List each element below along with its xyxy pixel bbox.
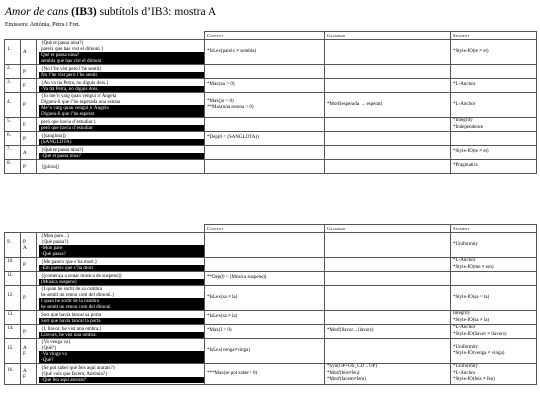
subtitle-cell [37,146,205,160]
subtitle-line: -Què? [39,357,204,363]
row-number-text: 5. [7,118,11,124]
original-line: {[sanglota]} [39,133,204,139]
grammar-cell [325,40,451,65]
subtitle-cell [37,272,205,286]
context-cell [205,258,325,272]
subtitle-line: però que havia d’estudiar [39,125,204,131]
row-number-text: 15. [7,344,14,351]
title-bold: (IB3) [71,6,97,18]
row-number-text: 8. [7,160,11,166]
segment-cell [451,364,537,385]
table-row [5,118,537,132]
segment-cell [451,40,537,65]
table-row [5,339,537,364]
subtitle-line: -Què passa? [39,251,204,257]
original-line: {[plora]} [39,164,204,170]
segment-cell [451,339,537,364]
context-cell: *Max(I > 0) [205,325,325,339]
speaker-code: P [21,325,37,339]
speaker-code: A F [21,364,37,385]
header-segment: Segment [451,225,537,233]
speaker-code: A [21,40,37,65]
speaker-code [21,311,37,325]
table-row [5,79,537,93]
row-number [5,325,21,339]
header-context: Context [205,32,325,40]
segment-cell [451,286,537,311]
segment-item: *Style-IO(llavor ≠ llavors) [453,331,507,337]
edit-marker-icon: ☞ [7,105,12,111]
subtitle-line: -Mon pare [39,245,204,251]
subtitle-line: Digueu-li que l’he esperat [39,111,204,117]
table-header-row [5,32,537,40]
edit-marker-icon: ☞ [7,245,12,251]
subtitle-cell [37,233,205,258]
row-number-text: 14. [7,325,14,331]
speaker-code [21,272,37,286]
original-line: {Au va tía Petra, no diguis dois.} [39,80,204,86]
original-line: {Què?} [39,345,204,351]
edit-marker-icon: ☞ [7,72,12,77]
header-segment: Segment [451,32,537,40]
context-cell: *IsLex(pareix ≠ sembla) [205,40,325,65]
context-cell: *IsLex(venga≠vinga) [205,339,325,364]
original-line: {[comença a sonar música de suspens]} [39,273,204,279]
speaker-code: F [21,118,37,132]
edit-marker-icon: ☞ [7,52,12,58]
speaker-code: F [21,79,37,93]
table-row [5,272,537,286]
subtitle-cell [37,118,205,132]
original-line: {I quan he sortit de sa cambra [39,286,204,292]
subtitle-cell [37,325,205,339]
row-number-text: 6. [7,132,11,138]
subtitle-line: Què et passa nina? [39,52,204,58]
segment-item: *L-Anchor [453,258,476,263]
edit-marker-icon: ☞ [7,265,12,270]
table-row [5,93,537,118]
subtitle-cell [37,93,205,118]
context-cell: *IsLex(sa ≠ la) [205,286,325,311]
speaker-code: P [21,93,37,118]
edit-marker-icon: ☞ [7,153,12,158]
subtitle-line: Me’n vaig quan vengui n’Àngela [39,105,204,111]
segment-item: *L-Anchor [453,82,476,88]
grammar-cell [325,79,451,93]
row-number-text: 1. [7,45,11,52]
edit-marker-icon: ☞ [7,279,12,284]
subtitle-cell [37,79,205,93]
grammar-cell [325,132,451,146]
row-number [5,160,21,174]
row-number-text: 10. [7,258,14,264]
edit-marker-icon: ☞ [7,332,12,337]
context-cell: **Dep(0 < (Música suspens)) [205,272,325,286]
subtitle-cell [37,339,205,364]
segment-item: *Uniformity [453,364,479,369]
original-line: {Què passa?} [39,239,204,245]
subtitle-cell [37,65,205,79]
header-grammar: Grammar [325,32,451,40]
row-number [5,132,21,146]
context-cell [205,160,325,174]
grammar-cell [325,146,451,160]
subtitle-line: -Què et passa nina? [39,153,204,159]
table-row [5,160,537,174]
title-italic: Amor de cans [5,6,69,18]
original-line: pareix que has vist el dimoni.} [39,46,204,52]
context-cell [205,118,325,132]
segment-item: *Style-IO(te ≠ et) [453,149,489,155]
grammar-cell: *Morf(llavor→llavors) [325,325,451,339]
original-line: {Se pot saber què feis aquí aturats?} [39,365,204,371]
segment-item: *Style-IO(me ≠ em) [453,264,494,270]
subtitle-line: Llavors, he vist una ombra. [39,332,204,338]
table-row [5,65,537,79]
subtitle-cell [37,160,205,174]
table-row [5,258,537,272]
segment-cell [451,132,537,146]
context-cell [205,233,325,258]
header-context: Context [205,225,325,233]
row-number [5,286,21,311]
edit-marker-icon: ☞ [7,298,12,304]
segment-cell [451,93,537,118]
edit-marker-icon: ☞ [7,167,12,172]
grammar-cell [325,286,451,311]
segment-item: *Pragmatics [453,163,478,169]
grammar-cell [325,65,451,79]
segment-cell [451,325,537,339]
row-number-text: 7. [7,146,11,152]
subtitle-line: -Què feu aquí aturats? [39,377,204,383]
table-header-row [5,225,537,233]
segment-cell [451,233,537,258]
row-number [5,118,21,132]
grammar-cell [325,258,451,272]
original-line: Sort que havia tancat sa porta [39,312,204,318]
row-number [5,339,21,364]
original-line: {Què te passa nina?} [39,147,204,153]
subtitle-line: -Em pareix que s’ha mort [39,265,204,271]
header-grammar: Grammar [325,225,451,233]
segment-item: *Uniformity [453,344,479,350]
edit-marker-icon: ☞ [7,139,12,144]
original-line: Digueu-li que l’he esperada una estona [39,99,204,105]
speaker-code: P [21,160,37,174]
segment-cell [451,65,537,79]
subtitle-line: Sort que havia tancat la porta [39,318,204,324]
grammar-cell [325,339,451,364]
context-cell: *IsLex(sa ≠ la) [205,311,325,325]
context-cell: *Max(au > 0) [205,79,325,93]
context-cell [205,65,325,79]
row-number-text: 9. [7,238,11,245]
subtitle-cell [37,40,205,65]
subtitle-cell [37,286,205,311]
row-number-text: 11. [7,272,14,278]
row-number [5,364,21,385]
segment-item: *L-Anchor [453,101,476,107]
senders-line: Emissors: Antònia, Petra i Fret. [5,22,81,28]
original-line: {No l’he vist pero l’he sentit} [39,66,204,72]
row-number-text: 2. [7,65,11,71]
segment-item: *Style-IO(te ≠ et) [453,48,489,54]
original-line: he sentit un renou com del dimoni.} [39,292,204,298]
row-number [5,79,21,93]
grammar-cell [325,118,451,132]
original-line: {Me pareix que s’ha mort.} [39,259,204,265]
original-line: peró que havia d’estudiar.} [39,119,204,125]
original-line: {I, llavor, he vist una ombra.} [39,326,204,332]
edit-marker-icon: ☞ [7,125,12,130]
segment-item: *Style-IO(venga ≠ vinga) [453,351,505,356]
table-row [5,325,537,339]
subtitle-line: No l’he vist però l’he sentit [39,72,204,78]
row-number-text: 13. [7,311,14,317]
grammar-cell: *Syn(OP+OS_CD→OP) *Morf(feis≠feu) *Morf(facem≠fem) [325,364,451,385]
row-number-text: 16. [7,367,14,374]
subtitle-line: (Música suspens) [39,279,204,285]
subtitle-cell [37,258,205,272]
original-line: {Mon pare...} [39,233,204,239]
segment-cell [451,160,537,174]
subtitle-cell [37,132,205,146]
context-cell: *Dep(0 < (SANGLOTA)) [205,132,325,146]
row-number-text: 4. [7,98,11,105]
segment-item: *Uniformity [453,241,479,247]
segment-cell [451,311,537,325]
segment-cell [451,272,537,286]
title-rest: subtítols d’IB3: mostra A [96,6,217,18]
original-line: {Què vols que facem, Antònia?} [39,371,204,377]
table-row [5,233,537,258]
segment-item: *Style-IO(feis ≠ feu) [453,377,495,382]
subtitle-line: sembla que has vist el dimoni [39,58,204,64]
row-number [5,146,21,160]
subtitle-line: he sentit un renou com del dimoni [39,304,204,310]
subtitle-cell [37,311,205,325]
segment-item: *L-Anchor [453,325,476,330]
subtitle-line: -Va tia Petra, no diguis dois. [39,86,204,92]
original-line: {Va venga va} [39,339,204,345]
subtitle-line: -Va vinga va [39,351,204,357]
grammar-cell [325,311,451,325]
subtitle-line: (SANGLOTA) [39,139,204,145]
edit-marker-icon: ☞ [7,374,12,380]
row-number [5,93,21,118]
grammar-cell: *Morf(esperada → esperat) [325,93,451,118]
segment-item: *Integrity [453,118,473,123]
edit-marker-icon: ☞ [7,318,12,323]
segment-cell [451,79,537,93]
row-number [5,65,21,79]
table-row [5,132,537,146]
edit-marker-icon: ☞ [7,351,12,357]
speaker-code: A F [21,339,37,364]
row-number [5,233,21,258]
edit-marker-icon: ☞ [7,86,12,91]
subtitle-table-2 [4,224,537,385]
segment-item: *Independence [453,124,484,130]
table-row [5,40,537,65]
table-row [5,311,537,325]
context-cell: ***Max(se pot saber> 0) [205,364,325,385]
segment-cell [451,258,537,272]
document-title [5,6,216,18]
grammar-cell [325,233,451,258]
segment-item: *Style-IO(sa ≠ la) [453,317,490,323]
grammar-cell [325,272,451,286]
context-cell [205,146,325,160]
grammar-cell [325,160,451,174]
speaker-code: P [21,65,37,79]
speaker-code: A [21,146,37,160]
row-number [5,258,21,272]
speaker-code: P [21,286,37,311]
original-line: {Què te passa nina?} [39,40,204,46]
table-row [5,286,537,311]
subtitle-cell [37,364,205,385]
subtitle-line: I quan he sortit de la cambra [39,298,204,304]
table-row [5,146,537,160]
segment-cell [451,118,537,132]
row-number-text: 12. [7,291,14,298]
row-number-text: 3. [7,79,11,85]
speaker-code: P [21,258,37,272]
row-number [5,272,21,286]
context-cell: *Max(jo > 0) **Max(una estona > 0) [205,93,325,118]
original-line: {Jo me’n vaig quan vengui n’Àngela [39,93,204,99]
segment-item: Integrity [453,311,471,316]
speaker-code: P A [21,233,37,258]
table-row [5,364,537,385]
segment-cell [451,146,537,160]
row-number [5,40,21,65]
row-number [5,311,21,325]
segment-item: *Style-IO(sa = la) [453,294,490,300]
segment-item: *L-Anchor [453,370,476,376]
subtitle-table-1 [4,31,537,174]
speaker-code: P [21,132,37,146]
